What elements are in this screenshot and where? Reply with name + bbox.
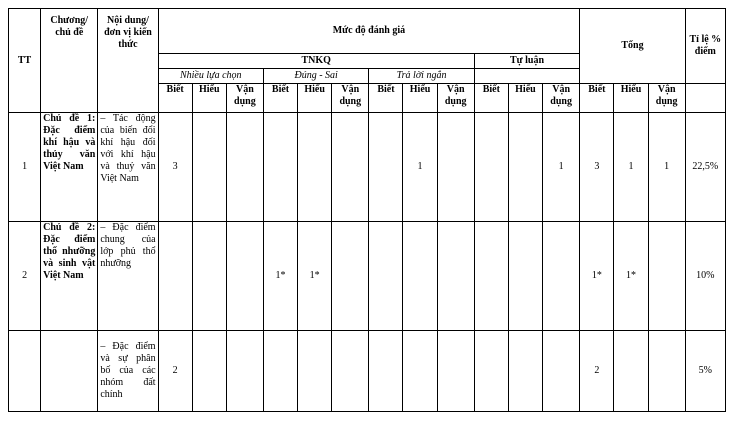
cell-sa-apply xyxy=(437,331,474,412)
cell-tf-understand xyxy=(298,113,332,222)
level-understand: Hiểu xyxy=(614,84,648,113)
header-total: Tổng xyxy=(580,9,685,84)
header-multiple-choice: Nhiều lựa chọn xyxy=(158,69,263,84)
table-row xyxy=(9,113,726,222)
header-essay: Tự luận xyxy=(474,54,580,69)
table-row xyxy=(9,222,726,331)
cell-essay-understand xyxy=(508,113,542,222)
cell-sa-understand xyxy=(403,331,437,412)
cell-essay-understand xyxy=(508,331,542,412)
level-apply: Vận dụng xyxy=(648,84,685,113)
cell-sa-know xyxy=(369,222,403,331)
level-understand: Hiểu xyxy=(403,84,437,113)
cell-mc-know: 3 xyxy=(158,113,192,222)
content-cell: – Tác động của biến đổi khí hậu đối với khí hậu và thuỷ văn Việt Nam xyxy=(98,113,158,222)
percent-blank xyxy=(685,84,725,113)
cell-mc-know xyxy=(158,222,192,331)
cell-percent: 5% xyxy=(685,331,725,412)
assessment-matrix-page xyxy=(8,8,726,412)
cell-essay-know xyxy=(474,113,508,222)
cell-essay-know xyxy=(474,331,508,412)
header-tt: TT xyxy=(9,9,41,113)
cell-percent: 22,5% xyxy=(685,113,725,222)
cell-mc-know: 2 xyxy=(158,331,192,412)
cell-essay-know xyxy=(474,222,508,331)
cell-tf-know: 1* xyxy=(263,222,297,331)
level-understand: Hiểu xyxy=(192,84,226,113)
level-know: Biết xyxy=(369,84,403,113)
cell-tf-know xyxy=(263,113,297,222)
cell-mc-understand xyxy=(192,331,226,412)
cell-total-apply: 1 xyxy=(648,113,685,222)
level-know: Biết xyxy=(474,84,508,113)
chapter-cell: Chủ đề 2: Đặc điểm thổ nhưỡng và sinh vật Việt Nam xyxy=(41,222,98,331)
cell-mc-apply xyxy=(226,222,263,331)
cell-mc-apply xyxy=(226,331,263,412)
header-chapter: Chương/ chủ đề xyxy=(41,9,98,113)
cell-total-know: 2 xyxy=(580,331,614,412)
cell-tf-understand: 1* xyxy=(298,222,332,331)
cell-sa-understand: 1 xyxy=(403,113,437,222)
cell-sa-apply xyxy=(437,222,474,331)
cell-tf-understand xyxy=(298,331,332,412)
chapter-cell xyxy=(41,331,98,412)
cell-total-know: 1* xyxy=(580,222,614,331)
table-row xyxy=(9,331,726,412)
cell-essay-apply: 1 xyxy=(543,113,580,222)
cell-percent: 10% xyxy=(685,222,725,331)
header-percent: Tỉ lệ % điểm xyxy=(685,9,725,84)
content-cell: – Đặc điểm và sự phân bố của các nhóm đất chính xyxy=(98,331,158,412)
level-apply: Vận dụng xyxy=(332,84,369,113)
cell-total-apply xyxy=(648,222,685,331)
header-true-false: Đúng - Sai xyxy=(263,69,368,84)
assessment-matrix-table xyxy=(8,8,726,412)
header-assessment-level: Mức độ đánh giá xyxy=(158,9,580,54)
cell-tf-apply xyxy=(332,331,369,412)
row-number: 1 xyxy=(9,113,41,222)
cell-total-understand xyxy=(614,331,648,412)
level-know: Biết xyxy=(263,84,297,113)
chapter-cell: Chủ đề 1: Đặc điểm khí hậu và thủy văn Việt Nam xyxy=(41,113,98,222)
level-understand: Hiểu xyxy=(298,84,332,113)
level-apply: Vận dụng xyxy=(543,84,580,113)
header-short-answer: Trả lời ngắn xyxy=(369,69,474,84)
cell-sa-understand xyxy=(403,222,437,331)
cell-mc-understand xyxy=(192,222,226,331)
header-essay-blank xyxy=(474,69,580,84)
cell-sa-apply xyxy=(437,113,474,222)
cell-total-apply xyxy=(648,331,685,412)
header-content: Nội dung/đơn vị kiến thức xyxy=(98,9,158,113)
content-cell: – Đặc điểm chung của lớp phủ thổ nhưỡng xyxy=(98,222,158,331)
cell-mc-understand xyxy=(192,113,226,222)
row-number xyxy=(9,331,41,412)
row-number: 2 xyxy=(9,222,41,331)
level-know: Biết xyxy=(580,84,614,113)
cell-essay-apply xyxy=(543,331,580,412)
cell-total-know: 3 xyxy=(580,113,614,222)
cell-mc-apply xyxy=(226,113,263,222)
cell-total-understand: 1 xyxy=(614,113,648,222)
cell-tf-know xyxy=(263,331,297,412)
level-apply: Vận dụng xyxy=(437,84,474,113)
cell-essay-apply xyxy=(543,222,580,331)
header-tnkq: TNKQ xyxy=(158,54,474,69)
cell-tf-apply xyxy=(332,222,369,331)
level-know: Biết xyxy=(158,84,192,113)
level-understand: Hiểu xyxy=(508,84,542,113)
level-apply: Vận dụng xyxy=(226,84,263,113)
cell-tf-apply xyxy=(332,113,369,222)
cell-essay-understand xyxy=(508,222,542,331)
cell-total-understand: 1* xyxy=(614,222,648,331)
cell-sa-know xyxy=(369,113,403,222)
cell-sa-know xyxy=(369,331,403,412)
